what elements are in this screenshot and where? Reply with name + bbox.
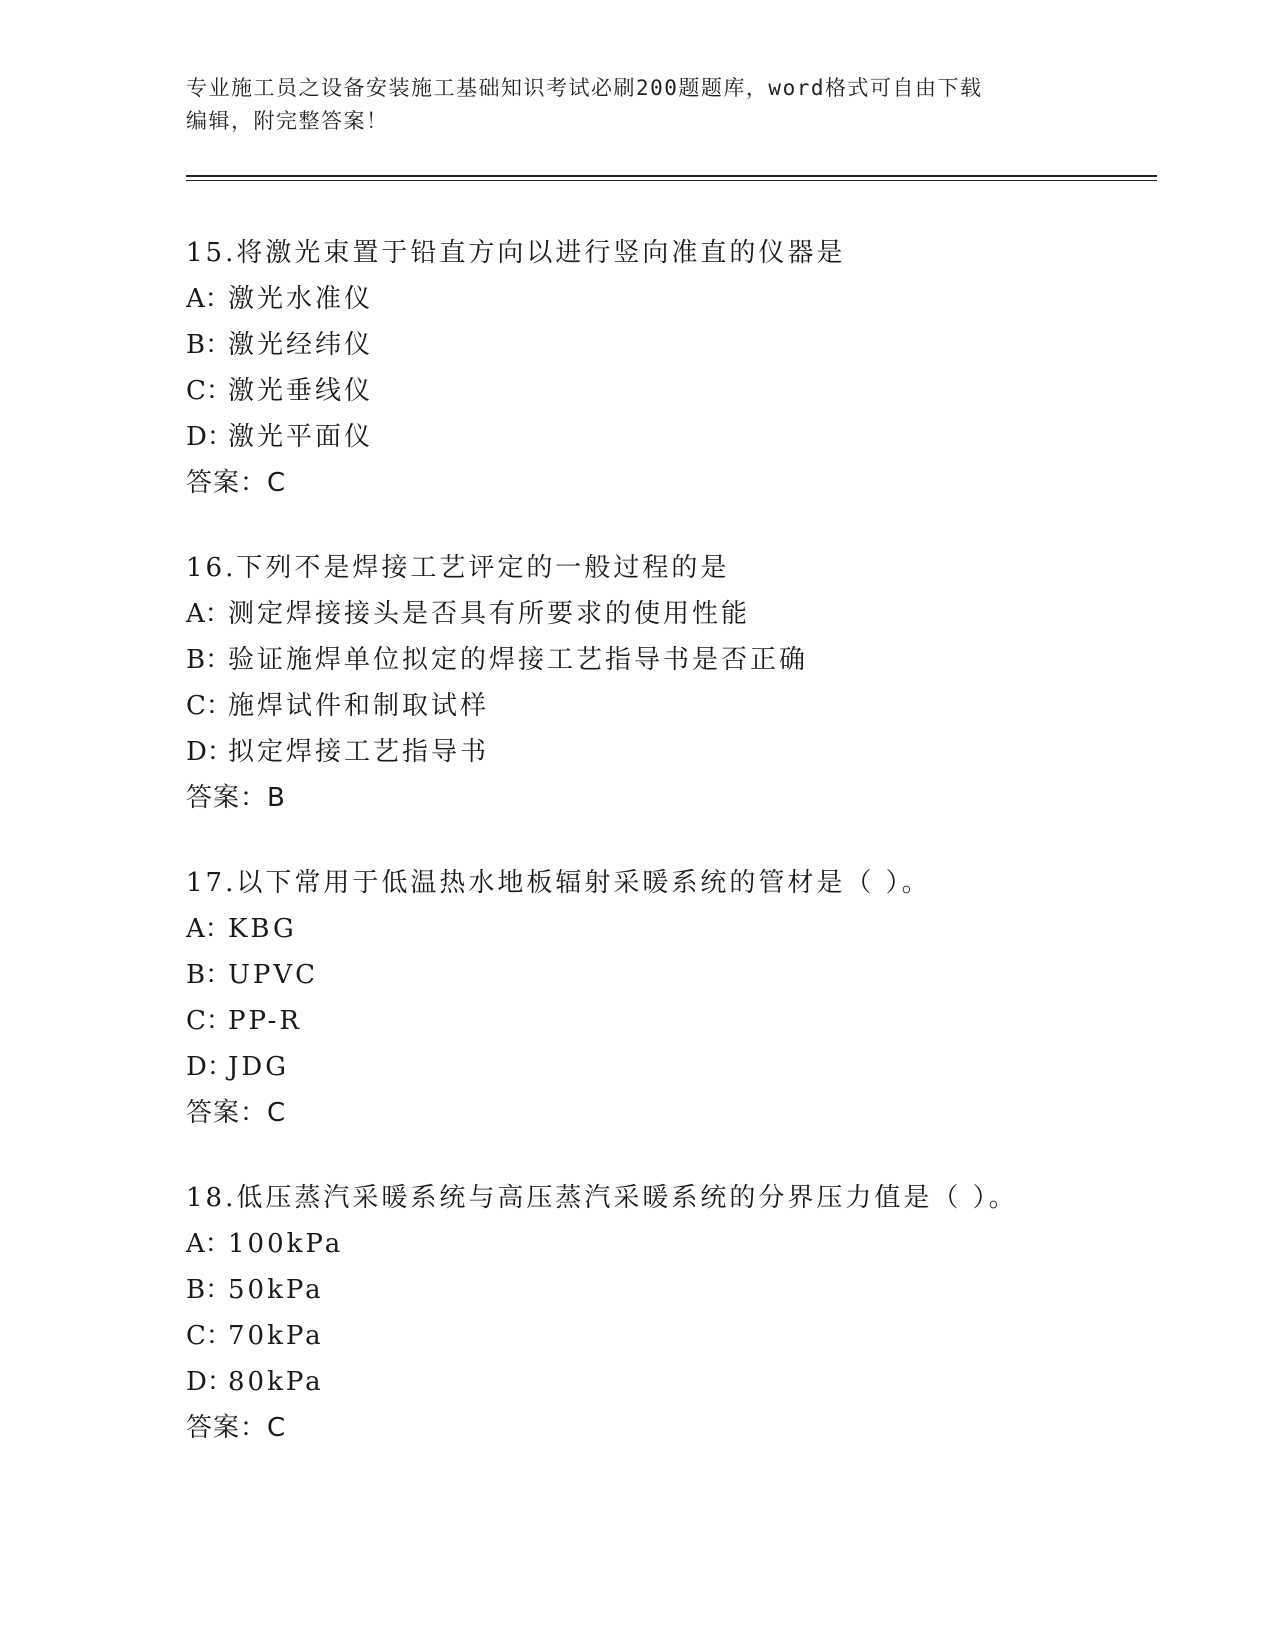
option-d (186, 729, 1146, 775)
option-a (186, 591, 1146, 637)
option-text: 拟定焊接工艺指导书 (228, 737, 490, 767)
option-b (186, 1267, 1146, 1313)
option-letter: D： (186, 1052, 233, 1082)
option-letter: A： (186, 1229, 231, 1259)
question-stem: 17.以下常用于低温热水地板辐射采暖系统的管材是（ ）。 (186, 868, 931, 898)
option-letter: D： (186, 422, 233, 452)
option-letter: B： (186, 645, 232, 675)
option-letter: C： (186, 1006, 232, 1036)
question-18 (186, 1175, 1146, 1451)
option-letter: A： (186, 599, 231, 629)
option-letter: D： (186, 1367, 233, 1397)
question-15 (186, 230, 1146, 506)
answer-label: 答案：C (186, 1098, 287, 1128)
option-text: 激光平面仪 (228, 422, 374, 452)
option-letter: B： (186, 330, 232, 360)
option-b (186, 637, 1146, 683)
option-text: 50kPa (228, 1275, 324, 1305)
question-17 (186, 860, 1146, 1136)
option-letter: A： (186, 914, 231, 944)
option-b (186, 952, 1146, 998)
option-text: 100kPa (228, 1229, 344, 1259)
answer-label: 答案：C (186, 1413, 287, 1443)
option-text: 施焊试件和制取试样 (228, 691, 490, 721)
option-text: 70kPa (228, 1321, 324, 1351)
option-letter: C： (186, 691, 232, 721)
option-letter: B： (186, 1275, 232, 1305)
option-a (186, 1221, 1146, 1267)
option-text: 激光经纬仪 (228, 330, 374, 360)
document-header (186, 72, 1086, 138)
header-line-1: 专业施工员之设备安装施工基础知识考试必刷200题题库，word格式可自由下载 (186, 76, 983, 100)
answer-label: 答案：C (186, 468, 287, 498)
option-text: PP-R (228, 1006, 302, 1036)
option-text: KBG (228, 914, 297, 944)
option-letter: B： (186, 960, 232, 990)
option-c (186, 683, 1146, 729)
option-letter: A： (186, 284, 231, 314)
option-text: 测定焊接接头是否具有所要求的使用性能 (228, 599, 751, 629)
option-d (186, 414, 1146, 460)
option-text: UPVC (228, 960, 319, 990)
option-text: 80kPa (228, 1367, 324, 1397)
question-16 (186, 545, 1146, 821)
option-text: 激光垂线仪 (228, 376, 374, 406)
option-c (186, 1313, 1146, 1359)
question-stem: 18.低压蒸汽采暖系统与高压蒸汽采暖系统的分界压力值是（ ）。 (186, 1183, 1018, 1213)
option-d (186, 1044, 1146, 1090)
option-letter: D： (186, 737, 233, 767)
header-line-2: 编辑，附完整答案！ (186, 109, 389, 133)
option-b (186, 322, 1146, 368)
option-text: 验证施焊单位拟定的焊接工艺指导书是否正确 (228, 645, 809, 675)
option-a (186, 276, 1146, 322)
option-a (186, 906, 1146, 952)
answer-label: 答案：B (186, 783, 286, 813)
header-divider (186, 175, 1157, 181)
option-c (186, 368, 1146, 414)
option-d (186, 1359, 1146, 1405)
option-letter: C： (186, 1321, 232, 1351)
question-stem: 15.将激光束置于铅直方向以进行竖向准直的仪器是 (186, 238, 846, 268)
option-text: 激光水准仪 (228, 284, 374, 314)
question-stem: 16.下列不是焊接工艺评定的一般过程的是 (186, 553, 730, 583)
option-letter: C： (186, 376, 232, 406)
option-c (186, 998, 1146, 1044)
option-text: JDG (228, 1052, 290, 1082)
